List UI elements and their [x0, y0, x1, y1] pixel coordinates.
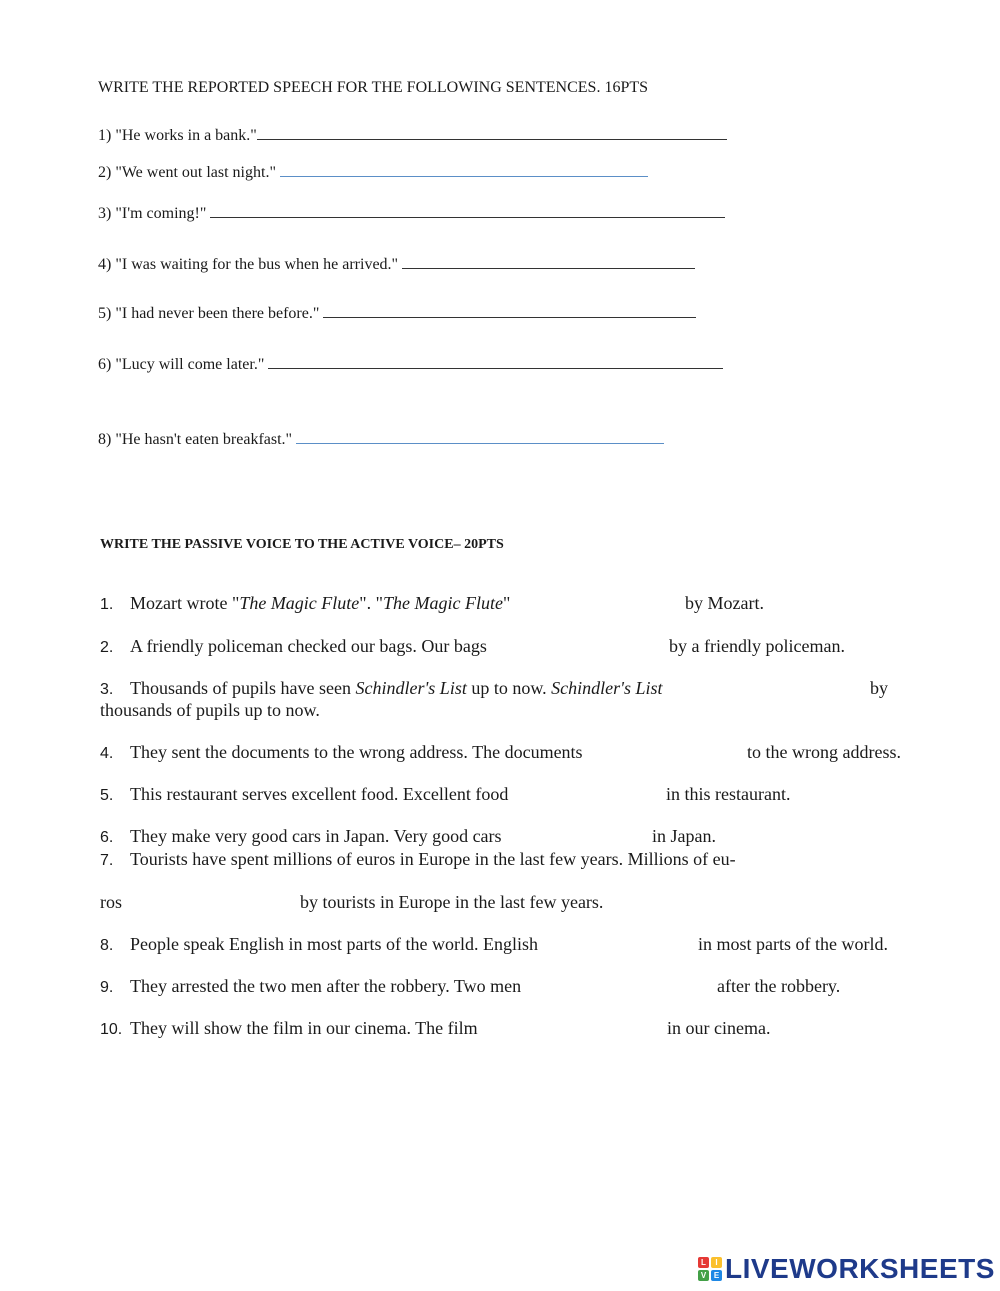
item-text: ". ": [359, 593, 383, 613]
passive-item-8: [100, 934, 538, 955]
answer-input[interactable]: [522, 639, 662, 659]
item-after-text: in our cinema.: [667, 1018, 771, 1038]
logo-blocks-icon: [698, 1257, 722, 1281]
item-number: 5.: [100, 787, 114, 804]
item-continuation: ros: [100, 892, 122, 912]
item-text: They will show the film in our cinema. The film: [130, 1018, 478, 1038]
logo-letter: L: [698, 1257, 709, 1268]
passive-item-7: [100, 849, 736, 870]
item-after-text: in most parts of the world.: [698, 934, 888, 954]
title-italic: Schindler's List: [551, 678, 663, 698]
item-after-text: by tourists in Europe in the last few years.: [300, 892, 604, 912]
item-after-text: to the wrong address.: [747, 742, 901, 762]
reported-item-4: [98, 254, 695, 274]
item-after-text: by a friendly policeman.: [669, 636, 845, 656]
item-after-text: in this restaurant.: [666, 784, 791, 804]
item-number: 3.: [100, 681, 114, 698]
item-number: 4.: [100, 745, 114, 762]
answer-input[interactable]: [714, 681, 864, 701]
passive-item-3: [100, 678, 663, 699]
item-text: 6) "Lucy will come later.": [98, 356, 265, 373]
answer-input[interactable]: [512, 1021, 660, 1041]
item-text: They sent the documents to the wrong address. The documents: [130, 742, 583, 762]
liveworksheets-logo: [698, 1253, 995, 1285]
title-italic: Schindler's List: [355, 678, 467, 698]
passive-item-4: [100, 742, 583, 763]
passive-item-10: [100, 1018, 478, 1039]
item-text: This restaurant serves excellent food. Excellent food: [130, 784, 509, 804]
reported-item-5: [98, 303, 696, 323]
answer-blank[interactable]: [210, 203, 725, 218]
item-text: People speak English in most parts of the world. English: [130, 934, 538, 954]
item-text: 4) "I was waiting for the bus when he arrived.": [98, 256, 399, 273]
answer-input[interactable]: [130, 895, 295, 915]
answer-input[interactable]: [626, 745, 741, 765]
item-text: They make very good cars in Japan. Very good cars: [130, 826, 502, 846]
title-italic: The Magic Flute: [239, 593, 360, 613]
item-text: 3) "I'm coming!": [98, 205, 207, 222]
item-text: up to now.: [466, 678, 552, 698]
answer-blank[interactable]: [280, 162, 648, 177]
answer-blank[interactable]: [296, 429, 664, 444]
item-number: 8.: [100, 937, 114, 954]
reported-item-2: [98, 162, 648, 182]
reported-item-1: [98, 125, 727, 145]
item-text: Thousands of pupils have seen: [130, 678, 356, 698]
reported-item-3: [98, 203, 725, 223]
answer-input[interactable]: [578, 937, 693, 957]
passive-item-2: [100, 636, 487, 657]
item-text: Tourists have spent millions of euros in Europe in the last few years. Millions of eu-: [130, 849, 736, 869]
reported-item-6: [98, 354, 723, 374]
item-text: 2) "We went out last night.": [98, 164, 276, 181]
logo-letter: I: [711, 1257, 722, 1268]
item-number: 9.: [100, 979, 114, 996]
item-number: 2.: [100, 639, 114, 656]
item-text: 5) "I had never been there before.": [98, 305, 320, 322]
answer-input[interactable]: [545, 787, 660, 807]
section1-title: WRITE THE REPORTED SPEECH FOR THE FOLLOWING SENTENCES. 16PTS: [98, 79, 649, 96]
item-after-text: by: [870, 678, 888, 698]
item-text: They arrested the two men after the robbery. Two men: [130, 976, 522, 996]
passive-item-6: [100, 826, 502, 847]
item-text: Mozart wrote ": [130, 593, 240, 613]
item-after-text: in Japan.: [652, 826, 716, 846]
title-italic: The Magic Flute: [383, 593, 503, 613]
item-text: 1) "He works in a bank.": [98, 127, 257, 144]
passive-item-9: [100, 976, 521, 997]
item-number: 10.: [100, 1021, 123, 1038]
answer-input[interactable]: [552, 596, 677, 616]
passive-item-5: [100, 784, 508, 805]
item-number: 6.: [100, 829, 114, 846]
item-number: 7.: [100, 852, 114, 869]
answer-input[interactable]: [540, 829, 645, 849]
answer-blank[interactable]: [323, 303, 696, 318]
passive-item-1: [100, 593, 510, 614]
item-text: ": [502, 593, 511, 613]
answer-blank[interactable]: [257, 125, 727, 140]
item-after-text: after the robbery.: [717, 976, 841, 996]
item-text: A friendly policeman checked our bags. Our bags: [130, 636, 487, 656]
answer-blank[interactable]: [268, 354, 723, 369]
item-after-text: by Mozart.: [685, 593, 764, 613]
answer-input[interactable]: [562, 979, 710, 999]
logo-text: LIVEWORKSHEETS: [725, 1253, 995, 1284]
logo-letter: E: [711, 1270, 722, 1281]
item-continuation: thousands of pupils up to now.: [100, 700, 320, 720]
item-text: 8) "He hasn't eaten breakfast.": [98, 431, 293, 448]
logo-letter: V: [698, 1270, 709, 1281]
item-number: 1.: [100, 596, 114, 613]
section2-title: WRITE THE PASSIVE VOICE TO THE ACTIVE VOICE– 20PTS: [100, 537, 504, 552]
answer-blank[interactable]: [402, 254, 695, 269]
reported-item-8: [98, 429, 664, 449]
